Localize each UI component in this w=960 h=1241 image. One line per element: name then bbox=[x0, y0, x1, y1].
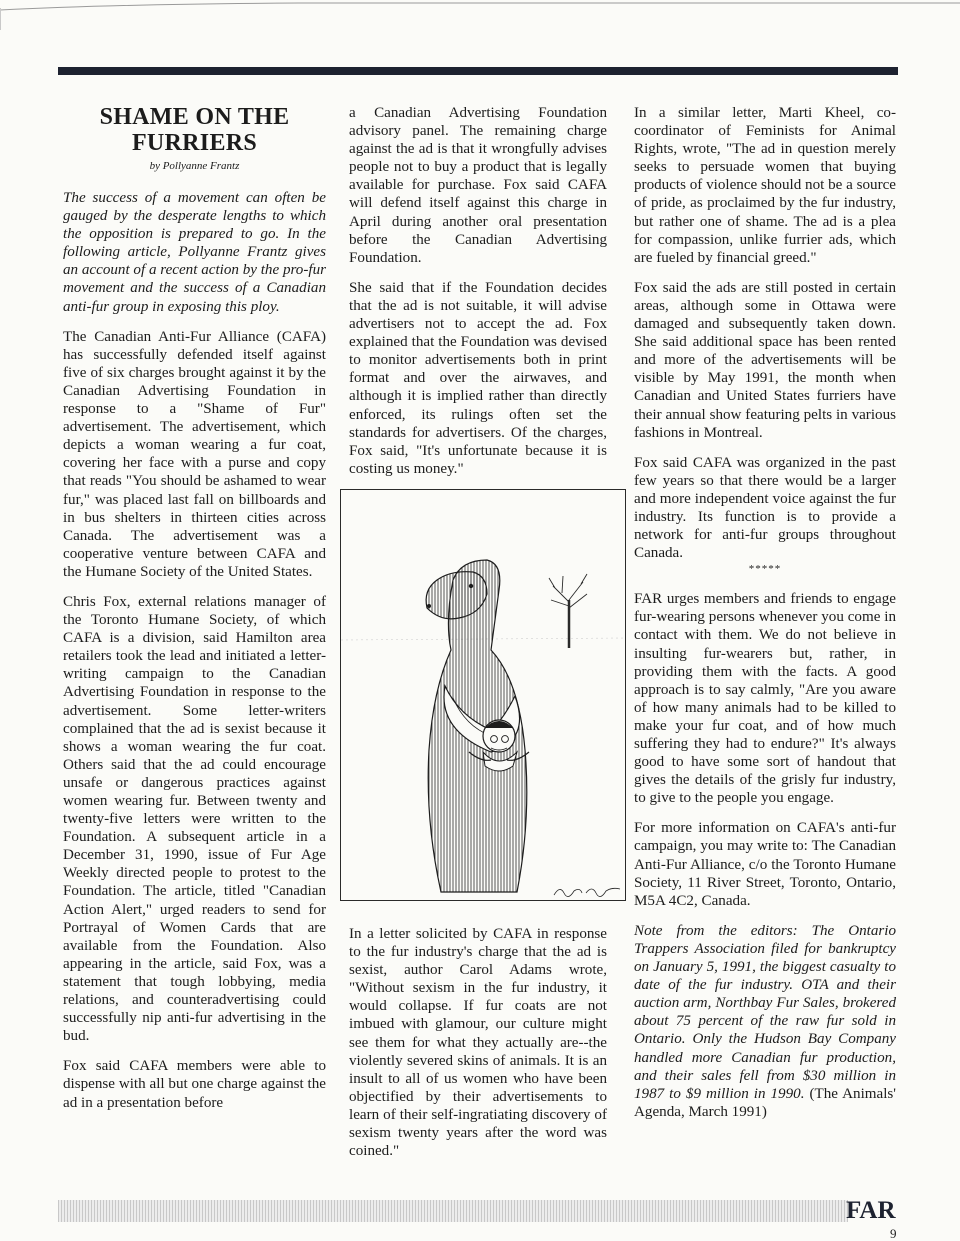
paragraph: Fox said the ads are still posted in certain areas, although some in Ottawa were damaged and subsequently taken down. She said additional space has been rented and more of the advertisements will be visible by May 1991, the month when Canadian and United States furriers have their annual show featuring pelts in various fashions in Montreal. bbox=[634, 279, 896, 441]
far-logo: FAR bbox=[846, 1197, 896, 1224]
paragraph: FAR urges members and friends to engage fur-wearing persons whenever you come in contact with them. We do not believe in insulting fur-wearers but, rather, in providing them with the facts. A good approach is to say calmly, "Are you aware of how many animals had to be killed to make your fur coat, and of how much suffering they had to endure?" It's always good to have some sort of handout that gives the details of the grisly fur industry, to give to the people you engage. bbox=[634, 591, 896, 807]
paragraph: In a similar letter, Marti Kheel, co-coordinator of Feminists for Animal Rights, wrote, "The ad in question merely seeks to persuade women that buying products of violence should not be a source of pride, as proclaimed by the fur industry, but rather one of shame. The ad is a plea for compassion, unlike furrier ads, which are fueled by financial greed." bbox=[634, 105, 896, 266]
footer-bar bbox=[58, 1200, 848, 1222]
paragraph: a Canadian Advertising Foundation advisory panel. The remaining charge against the ad is that it wrongfully advises people not to buy a product that is legally available for purchase. Fox said CAFA will defend itself against this charge in April during another oral presentation before the Canadian Advertising Foundation. bbox=[349, 105, 607, 266]
article-intro: The success of a movement can often be gauged by the desperate lengths to which the opposition is prepared to go. In the following article, Pollyanne Frantz gives an account of a recent action by the pro-fur movement and the success of a Canadian anti-fur group in exposing this ploy. bbox=[63, 190, 326, 315]
column-2 bbox=[349, 104, 607, 490]
scan-edge-line bbox=[0, 0, 960, 30]
editors-note-source: (The Animals' Agenda, March 1991) bbox=[634, 1085, 896, 1120]
column-2-continued bbox=[349, 925, 607, 1172]
column-3 bbox=[634, 104, 896, 1121]
editors-note-text: Note from the editors: The Ontario Trappers Association filed for bankruptcy on January 5, 1991, the biggest casualty to date of the fur industry. OTA and their auction arm, Northbay Fur Sales, brokered about 75 percent of the raw fur sold in Ontario. Only the Hudson Bay Company handled more Canadian fur production, and their sales fell from $30 million in 1987 to $9 million in 1990. bbox=[634, 922, 896, 1102]
bear-cartoon-drawing bbox=[341, 490, 625, 900]
page-number: 9 bbox=[890, 1226, 897, 1241]
cartoon-illustration bbox=[340, 489, 626, 901]
section-separator: ***** bbox=[748, 563, 782, 576]
signature-icon bbox=[552, 883, 624, 899]
article-title: SHAME ON THE FURRIERS bbox=[99, 104, 290, 156]
bear-eye bbox=[469, 584, 473, 588]
man-figure bbox=[483, 720, 517, 771]
bear-nose bbox=[427, 604, 431, 608]
paragraph: Chris Fox, external relations manager of the Toronto Humane Society, of which CAFA is a division, said Hamilton area retailers took the lead and initiated a letter-writing campaign to the Canadian Advertising Foundation in response to the advertisement. Some letter-writers complained that the ad is sexist because it shows a woman wearing the fur coat. Others said that the ad could encourage unsafe or dangerous practices against women wearing fur. Between twenty and twenty-five letters were written to the Foundation. A subsequent article in a December 31, 1990, issue of Fur Age Weekly directed people to protest to the Foundation. The article, titled "Canadian Action Alert," urged readers to send for Portrayal of Women Cards that are available from the Foundation. Also appearing in the article, said Fox, was a statement that tough lobbying, media relations, and counteradvertising could successfully nip anti-fur advertising in the bud. bbox=[63, 593, 326, 1045]
top-rule bbox=[58, 67, 898, 75]
paragraph: She said that if the Foundation decides that the ad is not suitable, it will advise advertisers not to accept the ad. Fox explained that the Foundation was devised to monitor advertisements both in print format and over the airwaves, and although it is implied rather than directly enforced, its rulings often set the standards for advertisers. Of the charges, Fox said, "It's unfortunate because it is costing us money." bbox=[349, 279, 607, 477]
tree-icon bbox=[549, 574, 587, 648]
paragraph: Fox said CAFA was organized in the past few years so that there would be a larger and more independent voice against the fur industry. Its function is to provide a network for anti-fur groups throughout Canada. bbox=[634, 454, 896, 562]
paragraph: For more information on CAFA's anti-fur campaign, you may write to: The Canadian Anti-Fur Alliance, c/o the Toronto Humane Society, 11 River Street, Toronto, Ontario, M5A 4C2, Canada. bbox=[634, 820, 896, 909]
paragraph: The Canadian Anti-Fur Alliance (CAFA) has successfully defended itself against five of six charges brought against it by the Canadian Advertising Foundation in response to a "Shame of Fur" advertisement. The advertisement, which depicts a woman wearing a fur coat, covering her face with a purse and copy that reads "You should be ashamed to wear fur," was placed last fall on billboards and in bus shelters in thirteen cities across Canada. The advertisement was a cooperative venture between CAFA and the Humane Society of the United States. bbox=[63, 328, 326, 580]
column-1 bbox=[63, 104, 326, 1124]
paragraph: In a letter solicited by CAFA in response to the fur industry's charge that the ad is sexist, author Carol Adams wrote, "Without sexism in the fur industry, it would collapse. If fur coats are not imbued with glamour, our culture might see them for what they actually are--the violently severed skins of animals. It is an insult to all of us women who have been objectified by their advertisements to learn of their self-ingratiating discovery of sexism twenty years after the word was coined." bbox=[349, 926, 607, 1160]
article-byline: by Pollyanne Frantz bbox=[149, 160, 240, 172]
editors-note bbox=[634, 922, 896, 1121]
paragraph: Fox said CAFA members were able to dispense with all but one charge against the ad in a presentation before bbox=[63, 1058, 326, 1111]
